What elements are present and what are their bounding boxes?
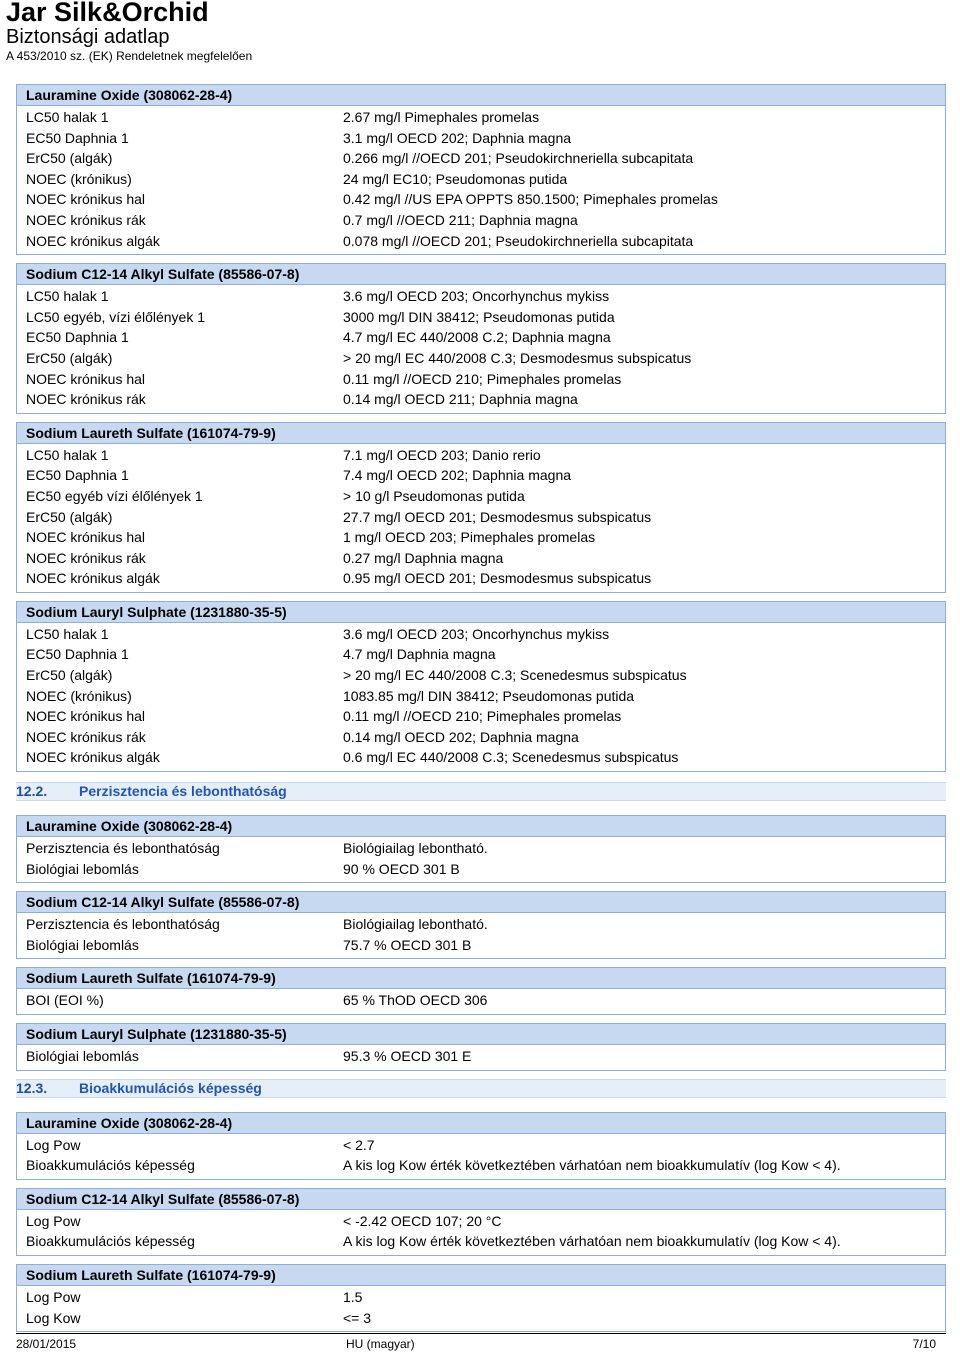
section-12-3-text: Bioakkumulációs képesség xyxy=(79,1079,262,1096)
row-label: Log Pow xyxy=(26,1212,81,1229)
row-value: < 2.7 xyxy=(343,1136,375,1153)
document-header xyxy=(6,0,946,64)
substance-name: Lauramine Oxide (308062-28-4) xyxy=(17,85,945,106)
persistence-tables xyxy=(16,815,946,1071)
table-row xyxy=(17,838,945,859)
substance-name: Sodium Laureth Sulfate (161074-79-9) xyxy=(17,968,945,989)
table-row xyxy=(17,644,945,665)
row-value: 3.6 mg/l OECD 203; Oncorhynchus mykiss xyxy=(343,625,610,642)
row-label: ErC50 (algák) xyxy=(26,150,113,167)
row-label: Biológiai lebomlás xyxy=(26,860,139,877)
row-value: 0.078 mg/l //OECD 201; Pseudokirchneriella subcapitata xyxy=(343,232,694,249)
table-row xyxy=(17,327,945,348)
row-label: LC50 halak 1 xyxy=(26,625,109,642)
substance-table xyxy=(16,891,946,959)
row-value: <= 3 xyxy=(343,1309,372,1326)
row-value: > 20 mg/l EC 440/2008 C.3; Scenedesmus subspicatus xyxy=(343,667,687,684)
row-label: LC50 egyéb, vízi élőlények 1 xyxy=(26,308,205,325)
substance-table xyxy=(16,422,946,593)
substance-table xyxy=(16,84,946,255)
table-row xyxy=(17,568,945,589)
substance-table xyxy=(16,815,946,883)
section-12-2-number: 12.2. xyxy=(16,783,48,800)
row-value: 27.7 mg/l OECD 201; Desmodesmus subspicatus xyxy=(343,508,652,525)
row-label: NOEC krónikus hal xyxy=(26,708,146,725)
section-12-2-title xyxy=(16,782,946,801)
row-label: NOEC krónikus rák xyxy=(26,728,146,745)
table-row xyxy=(17,1155,945,1176)
footer-language: HU (magyar) xyxy=(346,1337,415,1351)
table-row xyxy=(17,189,945,210)
table-row xyxy=(17,210,945,231)
table-row xyxy=(17,665,945,686)
row-value: 4.7 mg/l Daphnia magna xyxy=(343,646,496,663)
section-12-2-text: Perzisztencia és lebonthatóság xyxy=(79,783,287,800)
section-12-3-number: 12.3. xyxy=(16,1079,48,1096)
substance-name: Sodium C12-14 Alkyl Sulfate (85586-07-8) xyxy=(17,1189,945,1210)
substance-name: Sodium C12-14 Alkyl Sulfate (85586-07-8) xyxy=(17,892,945,913)
row-value: 75.7 % OECD 301 B xyxy=(343,936,472,953)
table-row xyxy=(17,990,945,1011)
row-value: 7.4 mg/l OECD 202; Daphnia magna xyxy=(343,467,572,484)
table-row xyxy=(17,389,945,410)
row-value: 2.67 mg/l Pimephales promelas xyxy=(343,109,540,125)
row-label: EC50 Daphnia 1 xyxy=(26,646,129,663)
document-title: Biztonsági adatlap xyxy=(6,26,170,48)
row-value: 0.42 mg/l //US EPA OPPTS 850.1500; Pimephales promelas xyxy=(343,191,718,208)
regulation-note: A 453/2010 sz. (EK) Rendeletnek megfelelően xyxy=(6,49,253,63)
row-value: 95.3 % OECD 301 E xyxy=(343,1048,472,1064)
table-row xyxy=(17,307,945,328)
table-row xyxy=(17,727,945,748)
table-row xyxy=(17,747,945,768)
row-value: 0.6 mg/l EC 440/2008 C.3; Scenedesmus subspicatus xyxy=(343,749,679,766)
row-label: BOI (EOI %) xyxy=(26,992,104,1009)
row-value: > 10 g/l Pseudomonas putida xyxy=(343,487,525,504)
row-value: 90 % OECD 301 B xyxy=(343,860,460,877)
row-value: 3000 mg/l DIN 38412; Pseudomonas putida xyxy=(343,308,615,325)
row-label: NOEC krónikus rák xyxy=(26,391,146,408)
table-row xyxy=(17,1308,945,1329)
row-value: 1 mg/l OECD 203; Pimephales promelas xyxy=(343,529,596,546)
row-value: A kis log Kow érték következtében várhatóan nem bioakkumulatív (log Kow < 4). xyxy=(343,1157,841,1174)
row-value: 3.6 mg/l OECD 203; Oncorhynchus mykiss xyxy=(343,288,610,305)
row-value: 4.7 mg/l EC 440/2008 C.2; Daphnia magna xyxy=(343,329,611,346)
substance-name: Sodium Laureth Sulfate (161074-79-9) xyxy=(17,1265,945,1286)
row-label: Biológiai lebomlás xyxy=(26,936,139,953)
row-value: 0.14 mg/l OECD 202; Daphnia magna xyxy=(343,728,579,745)
row-value: 3.1 mg/l OECD 202; Daphnia magna xyxy=(343,129,572,146)
row-label: ErC50 (algák) xyxy=(26,667,113,684)
table-row xyxy=(17,1287,945,1308)
row-value: < -2.42 OECD 107; 20 °C xyxy=(343,1212,502,1229)
substance-name: Lauramine Oxide (308062-28-4) xyxy=(17,816,945,837)
table-row xyxy=(17,935,945,956)
substance-table xyxy=(16,1023,946,1071)
table-row xyxy=(17,231,945,252)
substance-name: Sodium C12-14 Alkyl Sulfate (85586-07-8) xyxy=(17,264,945,285)
row-label: Bioakkumulációs képesség xyxy=(26,1233,195,1250)
row-label: EC50 Daphnia 1 xyxy=(26,329,129,346)
row-value: 0.27 mg/l Daphnia magna xyxy=(343,549,504,566)
table-row xyxy=(17,548,945,569)
row-label: NOEC krónikus hal xyxy=(26,191,146,208)
table-row xyxy=(17,1231,945,1252)
table-row xyxy=(17,507,945,528)
row-label: EC50 Daphnia 1 xyxy=(26,467,129,484)
row-value: 24 mg/l EC10; Pseudomonas putida xyxy=(343,170,568,187)
substance-name: Lauramine Oxide (308062-28-4) xyxy=(17,1113,945,1134)
substance-table xyxy=(16,1112,946,1180)
substance-name: Sodium Laureth Sulfate (161074-79-9) xyxy=(17,423,945,444)
table-row xyxy=(17,286,945,307)
table-row xyxy=(17,128,945,149)
table-row xyxy=(17,859,945,880)
row-value: 1.5 xyxy=(343,1288,363,1305)
row-label: Biológiai lebomlás xyxy=(26,1048,139,1064)
table-row xyxy=(17,1211,945,1232)
row-value: 7.1 mg/l OECD 203; Danio rerio xyxy=(343,446,541,463)
table-row xyxy=(17,169,945,190)
substance-name: Sodium Lauryl Sulphate (1231880-35-5) xyxy=(17,1024,945,1045)
row-label: Bioakkumulációs képesség xyxy=(26,1157,195,1174)
row-label: NOEC krónikus algák xyxy=(26,570,160,587)
row-label: NOEC (krónikus) xyxy=(26,687,132,704)
page-footer xyxy=(16,1333,946,1354)
table-row xyxy=(17,348,945,369)
footer-date: 28/01/2015 xyxy=(16,1337,77,1351)
row-label: LC50 halak 1 xyxy=(26,288,109,305)
row-label: EC50 egyéb vízi élőlények 1 xyxy=(26,487,203,504)
substance-table xyxy=(16,1188,946,1256)
row-value: 0.11 mg/l //OECD 210; Pimephales promelas xyxy=(343,370,622,387)
table-row xyxy=(17,1135,945,1156)
row-value: 0.95 mg/l OECD 201; Desmodesmus subspicatus xyxy=(343,570,652,587)
row-value: 0.14 mg/l OECD 211; Daphnia magna xyxy=(343,391,578,408)
row-label: Log Pow xyxy=(26,1288,81,1305)
row-value: A kis log Kow érték következtében várhatóan nem bioakkumulatív (log Kow < 4). xyxy=(343,1233,841,1250)
table-row xyxy=(17,706,945,727)
substance-table xyxy=(16,263,946,414)
table-row xyxy=(17,445,945,466)
row-label: ErC50 (algák) xyxy=(26,349,113,366)
row-label: NOEC (krónikus) xyxy=(26,170,132,187)
row-label: EC50 Daphnia 1 xyxy=(26,129,129,146)
row-label: ErC50 (algák) xyxy=(26,508,113,525)
section-12-3-title xyxy=(16,1079,946,1098)
substance-table xyxy=(16,1264,946,1332)
row-label: NOEC krónikus algák xyxy=(26,749,160,766)
ecotoxicity-tables xyxy=(16,84,946,772)
row-label: LC50 halak 1 xyxy=(26,446,109,463)
footer-page-number: 7/10 xyxy=(912,1337,936,1351)
row-value: 0.7 mg/l //OECD 211; Daphnia magna xyxy=(343,211,578,228)
row-label: Log Kow xyxy=(26,1309,81,1326)
row-label: Perzisztencia és lebonthatóság xyxy=(26,916,220,933)
table-row xyxy=(17,624,945,645)
table-row xyxy=(17,686,945,707)
row-label: NOEC krónikus algák xyxy=(26,232,160,249)
table-row xyxy=(17,1046,945,1067)
table-row xyxy=(17,369,945,390)
table-row xyxy=(17,107,945,128)
row-value: Biológiailag lebontható. xyxy=(343,840,488,857)
substance-table xyxy=(16,601,946,772)
row-label: NOEC krónikus hal xyxy=(26,370,146,387)
row-value: 1083.85 mg/l DIN 38412; Pseudomonas putida xyxy=(343,687,635,704)
substance-name: Sodium Lauryl Sulphate (1231880-35-5) xyxy=(17,602,945,623)
bioaccumulation-tables xyxy=(16,1112,946,1333)
table-row xyxy=(17,148,945,169)
table-row xyxy=(17,486,945,507)
row-label: NOEC krónikus hal xyxy=(26,529,146,546)
row-value: 0.266 mg/l //OECD 201; Pseudokirchneriella subcapitata xyxy=(343,150,694,167)
row-label: Log Pow xyxy=(26,1136,81,1153)
table-row xyxy=(17,465,945,486)
row-value: 0.11 mg/l //OECD 210; Pimephales promelas xyxy=(343,708,622,725)
table-row xyxy=(17,527,945,548)
substance-table xyxy=(16,967,946,1015)
row-value: 65 % ThOD OECD 306 xyxy=(343,992,488,1009)
row-label: NOEC krónikus rák xyxy=(26,549,146,566)
company-name: Jar Silk&Orchid xyxy=(6,0,209,27)
row-label: LC50 halak 1 xyxy=(26,109,109,125)
table-row xyxy=(17,914,945,935)
document-content xyxy=(16,84,946,1340)
row-value: > 20 mg/l EC 440/2008 C.3; Desmodesmus subspicatus xyxy=(343,349,692,366)
row-value: Biológiailag lebontható. xyxy=(343,916,488,933)
row-label: NOEC krónikus rák xyxy=(26,211,146,228)
row-label: Perzisztencia és lebonthatóság xyxy=(26,840,220,857)
